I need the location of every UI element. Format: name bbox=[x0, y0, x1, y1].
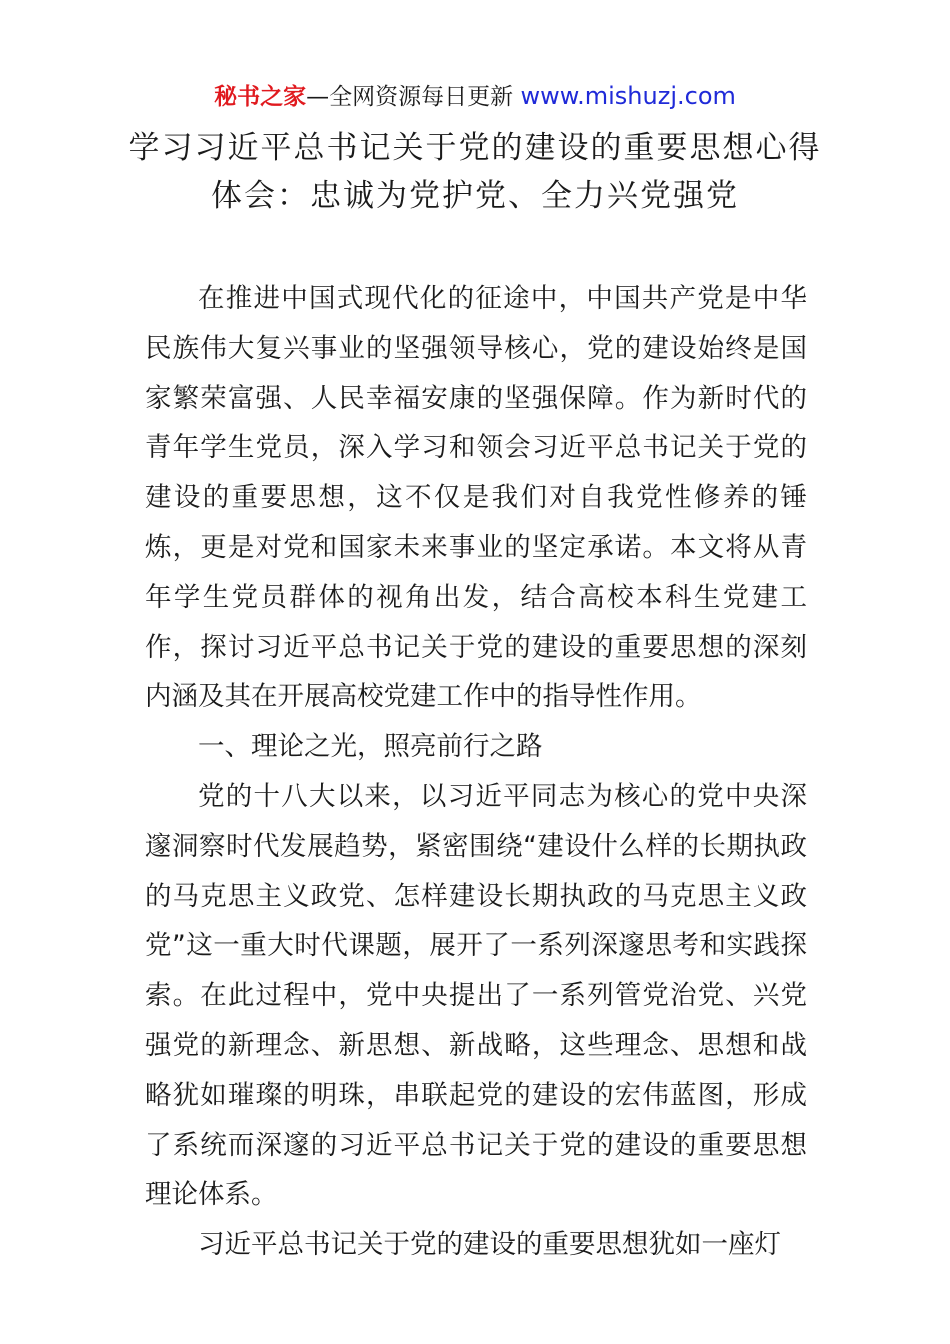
site-header bbox=[0, 80, 950, 113]
body-paragraph: 习近平总书记关于党的建设的重要思想犹如一座灯 bbox=[198, 1229, 781, 1261]
section-heading: 一、理论之光，照亮前行之路 bbox=[198, 731, 543, 763]
document-title: 学习习近平总书记关于党的建设的重要思想心得体会：忠诚为党护党、全力兴党强党 bbox=[128, 130, 822, 214]
body-paragraph: 在推进中国式现代化的征途中，中国共产党是中华民族伟大复兴事业的坚强领导核心，党的建设始终是国家繁荣富强、人民幸福安康的坚强保障。作为新时代的青年学生党员，深入学习和领会习近平总书记关于党的建设的重要思想，这不仅是我们对自我党性修养的锤炼，更是对党和国家未来事业的坚定承诺。本文将从青年学生党员群体的视角出发，结合高校本科生党建工作，探讨习近平总书记关于党的建设的重要思想的深刻内涵及其在开展高校党建工作中的指导性作用。 bbox=[145, 283, 807, 713]
site-tagline: —全网资源每日更新 bbox=[306, 84, 521, 110]
brand-name: 秘书之家 bbox=[214, 84, 307, 110]
document-body bbox=[145, 274, 807, 1270]
site-url-link[interactable]: www.mishuzj.com bbox=[520, 82, 736, 110]
body-paragraph: 党的十八大以来，以习近平同志为核心的党中央深邃洞察时代发展趋势，紧密围绕“建设什么样的长期执政的马克思主义政党、怎样建设长期执政的马克思主义政党”这一重大时代课题，展开了一系列深邃思考和实践探索。在此过程中，党中央提出了一系列管党治党、兴党强党的新理念、新思想、新战略，这些理念、思想和战略犹如璀璨的明珠，串联起党的建设的宏伟蓝图，形成了系统而深邃的习近平总书记关于党的建设的重要思想理论体系。 bbox=[145, 780, 807, 1211]
